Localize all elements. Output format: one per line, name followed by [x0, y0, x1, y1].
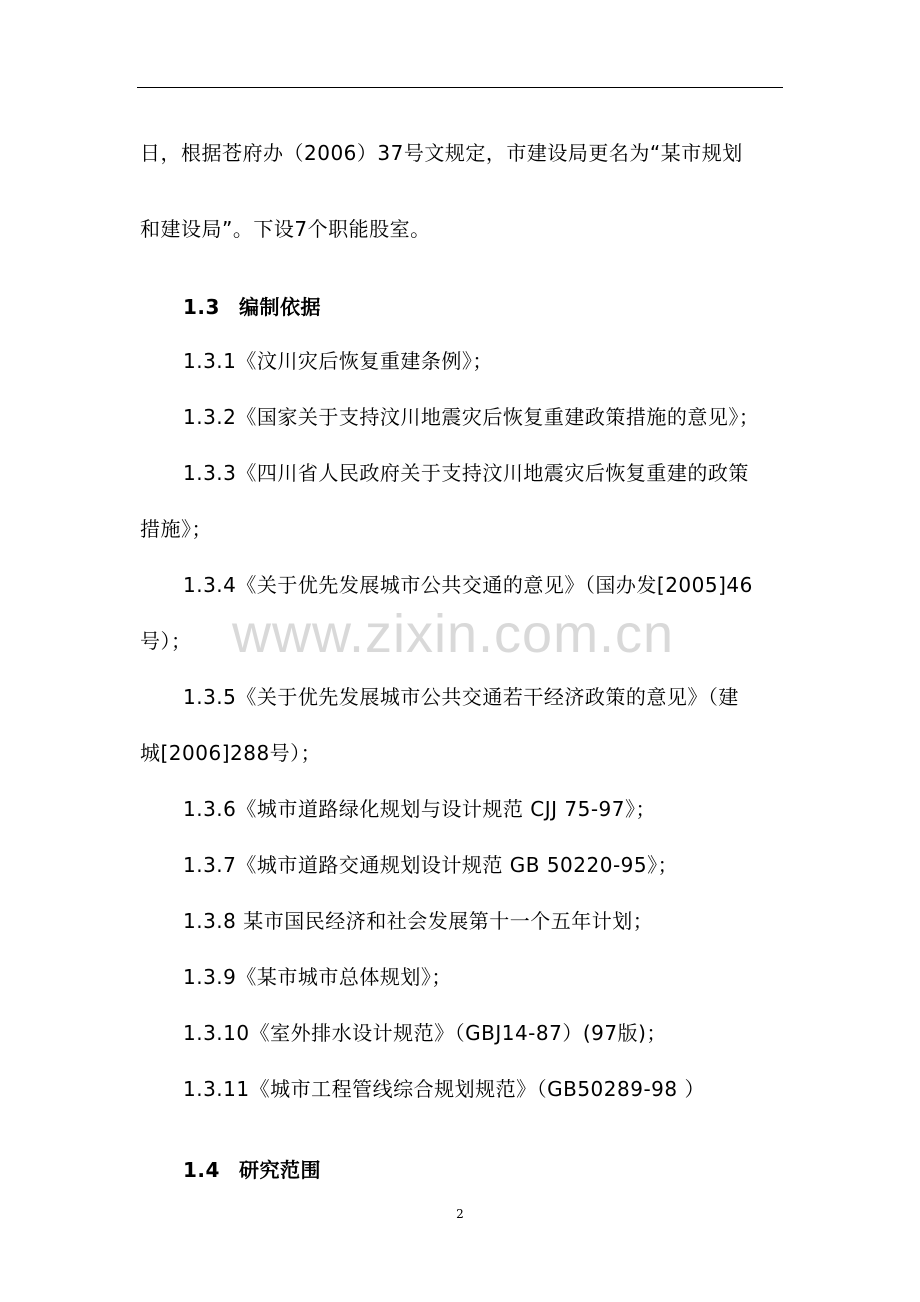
list-item: 1.3.5《关于优先发展城市公共交通若干经济政策的意见》（建: [183, 685, 739, 709]
list-item-continuation: 城[2006]288号）；: [140, 741, 322, 765]
section-heading-1-4: [183, 1156, 321, 1184]
list-item: 1.3.7《城市道路交通规划设计规范 GB 50220-95》；: [183, 853, 679, 877]
section-heading-1-3: [183, 293, 321, 321]
body-text-line: 日，根据苍府办（2006）37号文规定，市建设局更名为“某市规划: [140, 141, 743, 165]
list-item: 1.3.2《国家关于支持汶川地震灾后恢复重建政策措施的意见》；: [183, 405, 760, 429]
list-item: 1.3.9《某市城市总体规划》；: [183, 965, 452, 989]
list-item: 1.3.10《室外排水设计规范》（GBJ14-87）(97版)；: [183, 1021, 667, 1045]
section-number: 1.4: [183, 1158, 220, 1182]
section-number: 1.3: [183, 295, 220, 319]
list-item: 1.3.3《四川省人民政府关于支持汶川地震灾后恢复重建的政策: [183, 461, 749, 485]
body-text-line: 和建设局”。下设7个职能股室。: [140, 217, 431, 241]
list-item: 1.3.6《城市道路绿化规划与设计规范 CJJ 75-97》；: [183, 797, 656, 821]
list-item: 1.3.11《城市工程管线综合规划规范》（GB50289-98 ）: [183, 1077, 705, 1101]
list-item: 1.3.4《关于优先发展城市公共交通的意见》（国办发[2005]46: [183, 573, 753, 597]
header-rule: [137, 87, 783, 88]
list-item: 1.3.8 某市国民经济和社会发展第十一个五年计划；: [183, 909, 654, 933]
section-title: 研究范围: [239, 1158, 321, 1182]
section-title: 编制依据: [239, 295, 321, 319]
list-item-continuation: 号）；: [140, 629, 192, 653]
page-number: 2: [456, 1207, 464, 1221]
watermark: www.zixin.com.cn: [232, 604, 675, 664]
list-item: 1.3.1《汶川灾后恢复重建条例》；: [183, 349, 493, 373]
list-item-continuation: 措施》；: [140, 517, 212, 541]
